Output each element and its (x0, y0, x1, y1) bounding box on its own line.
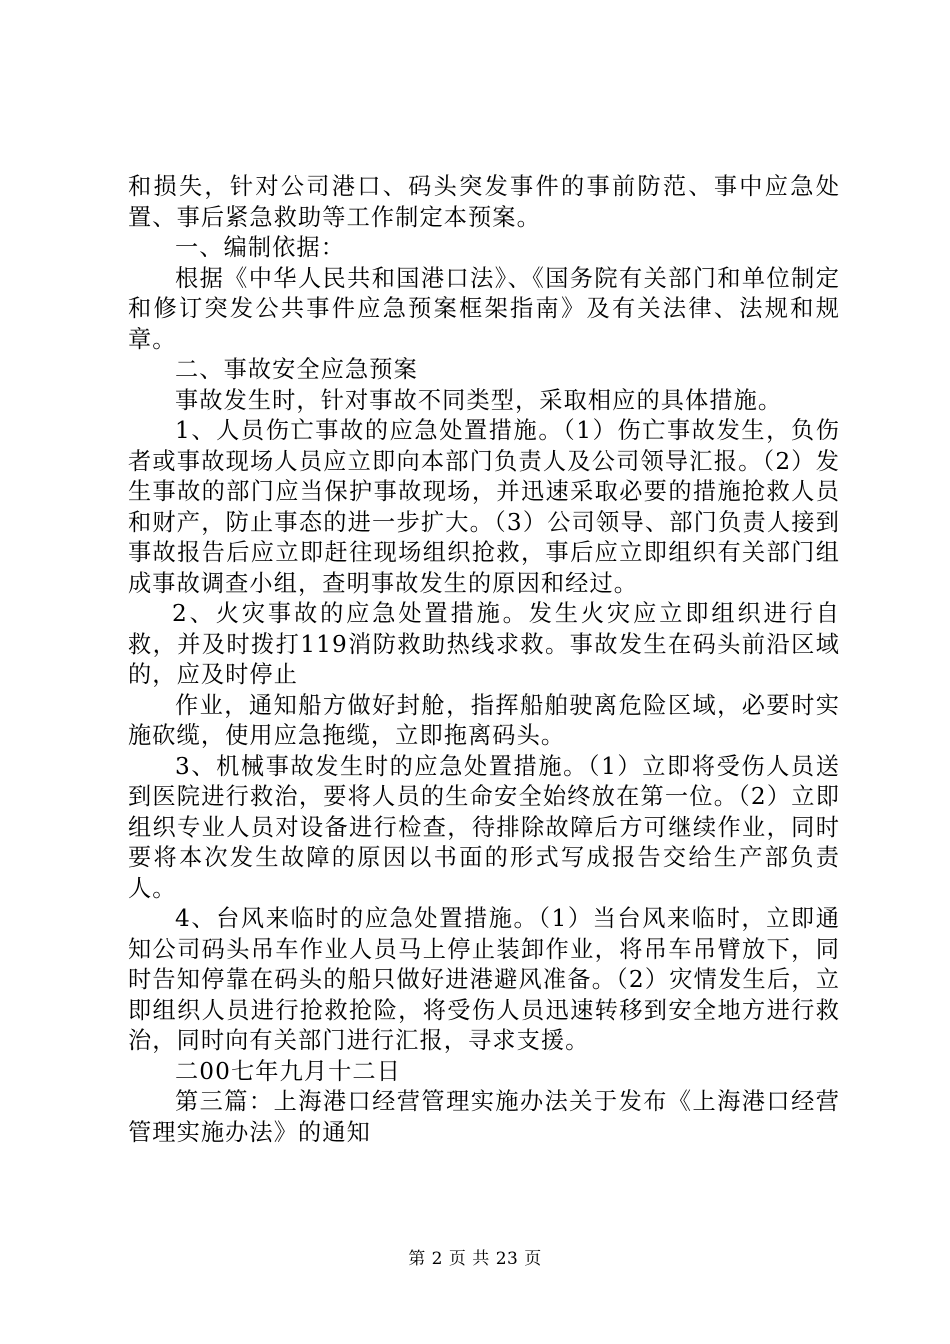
paragraph-measures-intro: 事故发生时，针对事故不同类型，采取相应的具体措施。 (175, 386, 783, 414)
paragraph-basis: 根据《中华人民共和国港口法》、《国务院有关部门和单位制定和修订突发公共事件应急预案框架指南》及有关法律、法规和规章。 (128, 264, 840, 353)
page-footer: 第 2 页 共 23 页 (408, 1249, 542, 1269)
document-body (128, 172, 840, 1148)
paragraph-third-article-title: 第三篇：上海港口经营管理实施办法关于发布《上海港口经营管理实施办法》的通知 (128, 1088, 840, 1146)
paragraph-fire-accident: 2、火灾事故的应急处置措施。发生火灾应立即组织进行自救，并及时拨打119消防救助热线求救。事故发生在码头前沿区域的，应及时停止 (128, 600, 840, 688)
paragraph-machinery-accident: 3、机械事故发生时的应急处置措施。（1）立即将受伤人员送到医院进行救治，要将人员的生命安全始终放在第一位。（2）立即组织专业人员对设备进行检查，待排除故障后方可继续作业，同时要将本次发生故障的原因以书面的形式写成报告交给生产部负责人。 (128, 752, 840, 902)
section-heading-basis: 一、编制依据： (175, 234, 346, 261)
paragraph-fire-accident-continued: 作业，通知船方做好封舱，指挥船舶驶离危险区域，必要时实施砍缆，使用应急拖缆，立即拖离码头。 (128, 691, 840, 749)
section-heading-emergency-plan: 二、事故安全应急预案 (175, 356, 418, 383)
paragraph-casualty-accident: 1、人员伤亡事故的应急处置措施。（1）伤亡事故发生，负伤者或事故现场人员应立即向本部门负责人及公司领导汇报。（2）发生事故的部门应当保护事故现场，并迅速采取必要的措施抢救人员和财产，防止事态的进一步扩大。（3）公司领导、部门负责人接到事故报告后应立即赶往现场组织抢救，事后应立即组织有关部门组成事故调查小组，查明事故发生的原因和经过。 (128, 417, 840, 597)
paragraph-typhoon: 4、台风来临时的应急处置措施。（1）当台风来临时，立即通知公司码头吊车作业人员马上停止装卸作业，将吊车吊臂放下，同时告知停靠在码头的船只做好进港避风准备。（2）灾情发生后，立即组织人员进行抢救抢险，将受伤人员迅速转移到安全地方进行救治，同时向有关部门进行汇报，寻求支援。 (128, 905, 840, 1054)
paragraph-intro-continuation: 和损失，针对公司港口、码头突发事件的事前防范、事中应急处置、事后紧急救助等工作制定本预案。 (128, 173, 840, 231)
document-date: 二00七年九月十二日 (175, 1057, 402, 1085)
